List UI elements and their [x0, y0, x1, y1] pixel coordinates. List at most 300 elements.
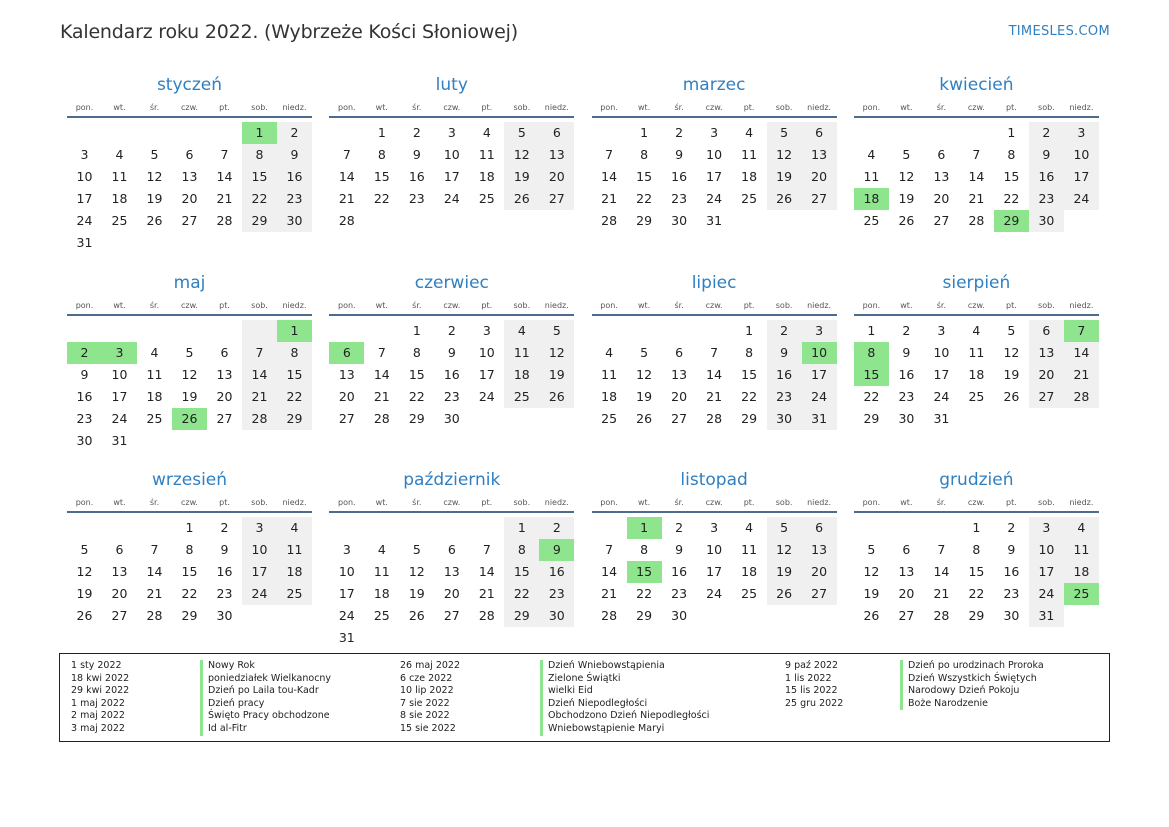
- day-cell: 19: [863, 586, 880, 601]
- day-cell: 31: [1029, 605, 1064, 627]
- day-cell: 29: [863, 410, 880, 426]
- empty-day-cell: [994, 408, 1029, 430]
- week-row: [592, 188, 837, 210]
- day-cell: 2: [1029, 122, 1064, 144]
- day-cell: 7: [605, 147, 614, 162]
- week-row: [592, 605, 837, 627]
- empty-day-cell: [539, 408, 574, 430]
- day-cell: 12: [408, 564, 425, 579]
- day-cell: 24: [338, 608, 355, 623]
- day-cell: 1: [377, 125, 386, 140]
- day-cell: 7: [150, 542, 159, 557]
- legend-date: 3 maj 2022: [71, 722, 125, 734]
- day-cell: 13: [1029, 342, 1064, 364]
- month-name: czerwiec: [414, 272, 489, 293]
- day-cell: 1: [1007, 125, 1016, 140]
- week-row: [67, 539, 312, 561]
- day-cell: 5: [539, 320, 574, 342]
- holiday-day-cell: 1: [277, 320, 312, 342]
- day-cell: 8: [640, 147, 649, 162]
- day-cell: 16: [277, 166, 312, 188]
- day-cell: 6: [220, 344, 229, 360]
- weekday-label: śr.: [149, 498, 160, 507]
- day-cell: 1: [504, 517, 539, 539]
- empty-day-cell: [242, 232, 277, 254]
- empty-day-cell: [329, 122, 364, 144]
- month-name: kwiecień: [939, 75, 1014, 95]
- empty-day-cell: [329, 517, 364, 539]
- week-row: [329, 320, 574, 342]
- day-cell: 2: [447, 322, 456, 338]
- weekday-label: śr.: [412, 103, 422, 112]
- weekday-label: pon.: [75, 498, 94, 507]
- day-cell: 19: [76, 586, 93, 601]
- day-cell: 12: [539, 342, 574, 364]
- day-cell: 13: [338, 366, 355, 382]
- day-cell: 10: [1064, 144, 1099, 166]
- legend-holiday-name: Dzień Wszystkich Świętych: [900, 673, 1044, 686]
- day-cell: 29: [277, 408, 312, 430]
- day-cell: 14: [242, 364, 277, 386]
- day-cell: 6: [937, 147, 946, 162]
- day-cell: 7: [342, 147, 351, 162]
- day-cell: 7: [242, 342, 277, 364]
- day-cell: 5: [185, 344, 194, 360]
- weekday-label: wt.: [900, 498, 913, 507]
- week-row: [592, 364, 837, 386]
- day-cell: 14: [601, 169, 618, 184]
- week-row: [854, 539, 1099, 561]
- day-cell: 28: [1064, 386, 1099, 408]
- day-cell: 26: [863, 608, 880, 623]
- day-cell: 8: [412, 344, 421, 360]
- day-cell: 26: [1003, 388, 1020, 404]
- weekday-label: pon.: [338, 103, 356, 112]
- empty-day-cell: [137, 517, 172, 539]
- day-cell: 25: [146, 410, 163, 426]
- day-cell: 8: [1007, 147, 1016, 162]
- weekday-label: pon.: [862, 300, 881, 310]
- day-cell: 5: [640, 344, 649, 360]
- month-name: październik: [403, 470, 501, 490]
- month-name: grudzień: [939, 470, 1014, 490]
- day-cell: 14: [706, 366, 723, 382]
- weekday-label: wt.: [375, 498, 388, 507]
- day-cell: 9: [675, 542, 684, 557]
- empty-day-cell: [1064, 408, 1099, 430]
- day-cell: 15: [968, 564, 985, 579]
- weekday-label: śr.: [936, 498, 947, 507]
- week-row: [854, 342, 1099, 364]
- day-cell: 25: [373, 608, 390, 623]
- weekday-label: sob.: [1038, 498, 1055, 507]
- day-cell: 9: [80, 366, 89, 382]
- holiday-day-cell: 6: [329, 342, 364, 364]
- weekday-label: wt.: [375, 300, 388, 310]
- day-cell: 4: [482, 125, 491, 140]
- day-cell: 27: [802, 583, 837, 605]
- weekday-label: wt.: [637, 300, 651, 310]
- day-cell: 30: [277, 210, 312, 232]
- day-cell: 18: [111, 191, 128, 206]
- legend-date: 10 lip 2022: [400, 685, 454, 697]
- day-cell: 19: [539, 364, 574, 386]
- day-cell: 2: [539, 517, 574, 539]
- day-cell: 20: [898, 586, 915, 601]
- weekday-label: pon.: [600, 300, 618, 310]
- week-row: [329, 144, 574, 166]
- holiday-legend: [59, 653, 1110, 742]
- weekday-label: sob.: [251, 300, 268, 310]
- day-cell: 25: [863, 213, 880, 228]
- week-row: [592, 166, 837, 188]
- day-cell: 6: [539, 122, 574, 144]
- day-cell: 14: [601, 564, 618, 579]
- day-cell: 24: [242, 583, 277, 605]
- day-cell: 25: [111, 213, 128, 228]
- day-cell: 26: [408, 608, 425, 623]
- day-cell: 3: [342, 542, 351, 557]
- weekday-label: pt.: [1006, 300, 1017, 310]
- empty-day-cell: [434, 627, 469, 649]
- weekday-label: czw.: [705, 103, 723, 112]
- day-cell: 18: [373, 586, 390, 601]
- week-row: [329, 364, 574, 386]
- day-cell: 29: [242, 210, 277, 232]
- legend-holiday-name: poniedziałek Wielkanocny: [200, 673, 331, 686]
- legend-date: 7 sie 2022: [400, 697, 450, 709]
- month-calendar: [329, 272, 574, 470]
- day-cell: 12: [636, 366, 653, 382]
- day-cell: 10: [338, 564, 355, 579]
- empty-day-cell: [469, 408, 504, 430]
- day-cell: 3: [937, 322, 946, 338]
- weekday-label: czw.: [705, 498, 723, 507]
- day-cell: 7: [605, 542, 614, 557]
- week-row: [67, 517, 312, 539]
- day-cell: 30: [1003, 608, 1020, 623]
- weekday-label: wt.: [113, 498, 126, 507]
- day-cell: 13: [671, 366, 688, 382]
- week-row: [329, 605, 574, 627]
- day-cell: 31: [338, 630, 355, 645]
- day-cell: 24: [443, 191, 460, 206]
- day-cell: 30: [898, 410, 915, 426]
- day-cell: 5: [902, 147, 911, 162]
- page-title: Kalendarz roku 2022. (Wybrzeże Kości Słoniowej): [60, 21, 518, 43]
- week-row: [67, 320, 312, 342]
- day-cell: 23: [277, 188, 312, 210]
- day-cell: 7: [377, 344, 386, 360]
- weekday-header: [67, 300, 312, 316]
- day-cell: 18: [478, 169, 495, 184]
- weekday-label: pon.: [862, 498, 881, 507]
- day-cell: 10: [76, 169, 93, 184]
- legend-holiday-name: Wniebowstąpienie Maryi: [540, 723, 709, 736]
- day-cell: 22: [968, 586, 985, 601]
- week-row: [67, 210, 312, 232]
- weekday-label: sob.: [1038, 300, 1055, 310]
- day-cell: 15: [277, 364, 312, 386]
- weekday-label: śr.: [149, 300, 160, 310]
- legend-dates-column: [400, 660, 460, 736]
- day-cell: 24: [478, 388, 495, 404]
- weekday-label: wt.: [375, 103, 388, 112]
- week-row: [592, 408, 837, 430]
- holiday-day-cell: 2: [67, 342, 102, 364]
- day-cell: 20: [443, 586, 460, 601]
- day-cell: 27: [933, 213, 950, 228]
- weekday-label: niedz.: [544, 498, 569, 507]
- day-cell: 14: [146, 564, 163, 579]
- day-cell: 3: [447, 125, 456, 140]
- day-cell: 21: [706, 388, 723, 404]
- legend-holiday-name: Dzień Niepodległości: [540, 698, 709, 711]
- weekday-label: sob.: [513, 103, 531, 112]
- day-cell: 4: [377, 542, 386, 557]
- day-cell: 4: [745, 125, 754, 140]
- month-calendar: [592, 74, 837, 272]
- empty-day-cell: [329, 320, 364, 342]
- month-calendar: [67, 74, 312, 272]
- empty-day-cell: [959, 408, 994, 430]
- day-cell: 6: [675, 344, 684, 360]
- week-row: [854, 320, 1099, 342]
- week-row: [854, 188, 1099, 210]
- day-cell: 5: [80, 542, 89, 557]
- week-row: [592, 342, 837, 364]
- weekday-label: pt.: [219, 300, 230, 310]
- day-cell: 3: [1029, 517, 1064, 539]
- legend-dates-column: [71, 660, 129, 736]
- holiday-day-cell: 18: [854, 188, 889, 210]
- day-cell: 25: [277, 583, 312, 605]
- day-cell: 24: [1029, 583, 1064, 605]
- day-cell: 9: [277, 144, 312, 166]
- week-row: [67, 561, 312, 583]
- month-calendar: [592, 272, 837, 470]
- day-cell: 27: [539, 188, 574, 210]
- day-cell: 16: [408, 169, 425, 184]
- day-cell: 21: [968, 191, 985, 206]
- day-cell: 17: [802, 364, 837, 386]
- day-cell: 27: [216, 410, 233, 426]
- day-cell: 11: [968, 344, 985, 360]
- day-cell: 3: [1064, 122, 1099, 144]
- month-calendar: [592, 469, 837, 667]
- day-cell: 22: [373, 191, 390, 206]
- day-cell: 24: [1064, 188, 1099, 210]
- day-cell: 14: [933, 564, 950, 579]
- weekday-label: niedz.: [544, 103, 569, 112]
- day-cell: 30: [539, 605, 574, 627]
- day-cell: 12: [146, 169, 163, 184]
- day-cell: 25: [601, 410, 618, 426]
- day-cell: 16: [767, 364, 802, 386]
- legend-holiday-name: Zielone Świątki: [540, 673, 709, 686]
- day-cell: 9: [447, 344, 456, 360]
- day-cell: 9: [412, 147, 421, 162]
- months-grid: [67, 74, 1102, 667]
- day-cell: 29: [741, 410, 758, 426]
- holiday-day-cell: 15: [627, 561, 662, 583]
- weekday-label: niedz.: [1069, 498, 1094, 507]
- weekday-label: pt.: [219, 498, 230, 507]
- empty-day-cell: [277, 430, 312, 452]
- day-cell: 30: [443, 410, 460, 426]
- day-cell: 5: [504, 122, 539, 144]
- day-cell: 30: [216, 608, 233, 623]
- empty-day-cell: [767, 605, 802, 627]
- day-cell: 11: [863, 169, 880, 184]
- legend-names-column: [540, 660, 709, 736]
- empty-day-cell: [627, 320, 662, 342]
- weekday-label: pon.: [338, 300, 356, 310]
- day-cell: 30: [671, 213, 688, 228]
- day-cell: 20: [111, 586, 128, 601]
- day-cell: 12: [504, 144, 539, 166]
- day-cell: 12: [863, 564, 880, 579]
- day-cell: 22: [504, 583, 539, 605]
- day-cell: 11: [741, 147, 758, 162]
- week-row: [854, 386, 1099, 408]
- weekday-header: [67, 102, 312, 118]
- weekday-label: sob.: [1038, 103, 1055, 112]
- day-cell: 1: [412, 322, 421, 338]
- day-cell: 2: [1007, 520, 1016, 535]
- empty-day-cell: [469, 210, 504, 232]
- day-cell: 25: [478, 191, 495, 206]
- empty-day-cell: [1029, 408, 1064, 430]
- day-cell: 25: [968, 388, 985, 404]
- legend-dates-column: [785, 660, 843, 710]
- day-cell: 19: [408, 586, 425, 601]
- week-row: [67, 364, 312, 386]
- day-cell: 17: [242, 561, 277, 583]
- week-row: [67, 605, 312, 627]
- brand-link[interactable]: TIMESLES.COM: [1008, 24, 1110, 39]
- holiday-day-cell: 3: [102, 342, 137, 364]
- day-cell: 3: [482, 322, 491, 338]
- month-name: maj: [173, 272, 206, 293]
- weekday-label: sob.: [513, 498, 531, 507]
- month-name: wrzesień: [151, 470, 228, 490]
- week-row: [329, 188, 574, 210]
- day-cell: 1: [972, 520, 981, 535]
- day-cell: 28: [373, 410, 390, 426]
- empty-day-cell: [504, 408, 539, 430]
- legend-date: 1 maj 2022: [71, 697, 125, 709]
- holiday-day-cell: 15: [854, 364, 889, 386]
- week-row: [67, 583, 312, 605]
- day-cell: 22: [741, 388, 758, 404]
- holiday-day-cell: 25: [1064, 583, 1099, 605]
- weekday-label: śr.: [936, 103, 947, 112]
- day-cell: 21: [242, 386, 277, 408]
- day-cell: 9: [1029, 144, 1064, 166]
- week-row: [329, 342, 574, 364]
- day-cell: 10: [706, 542, 723, 557]
- day-cell: 13: [539, 144, 574, 166]
- month-calendar: [854, 74, 1099, 272]
- day-cell: 16: [671, 169, 688, 184]
- day-cell: 17: [76, 191, 93, 206]
- day-cell: 11: [373, 564, 390, 579]
- day-cell: 5: [150, 147, 159, 162]
- empty-day-cell: [364, 210, 399, 232]
- day-cell: 13: [443, 564, 460, 579]
- day-cell: 28: [146, 608, 163, 623]
- weekday-label: niedz.: [282, 498, 307, 507]
- weekday-label: pt.: [481, 300, 493, 310]
- weekday-label: niedz.: [807, 498, 832, 507]
- weekday-label: pt.: [743, 103, 755, 112]
- day-cell: 4: [605, 344, 614, 360]
- weekday-label: śr.: [674, 103, 684, 112]
- day-cell: 18: [741, 169, 758, 184]
- empty-day-cell: [539, 210, 574, 232]
- day-cell: 27: [898, 608, 915, 623]
- empty-day-cell: [767, 210, 802, 232]
- day-cell: 6: [115, 542, 124, 557]
- weekday-label: pt.: [743, 498, 755, 507]
- weekday-label: pon.: [75, 300, 94, 310]
- week-row: [329, 408, 574, 430]
- empty-day-cell: [854, 517, 889, 539]
- empty-day-cell: [924, 122, 959, 144]
- day-cell: 5: [867, 542, 876, 557]
- day-cell: 2: [412, 125, 421, 140]
- holiday-day-cell: 26: [172, 408, 207, 430]
- weekday-label: sob.: [513, 300, 531, 310]
- day-cell: 29: [968, 608, 985, 623]
- day-cell: 3: [710, 520, 719, 535]
- weekday-label: niedz.: [807, 103, 832, 112]
- day-cell: 23: [1029, 188, 1064, 210]
- day-cell: 23: [898, 388, 915, 404]
- day-cell: 21: [338, 191, 355, 206]
- empty-day-cell: [364, 627, 399, 649]
- empty-day-cell: [504, 210, 539, 232]
- month-calendar: [329, 469, 574, 667]
- day-cell: 29: [181, 608, 198, 623]
- week-row: [67, 122, 312, 144]
- day-cell: 17: [706, 564, 723, 579]
- empty-day-cell: [539, 627, 574, 649]
- day-cell: 17: [933, 366, 950, 382]
- empty-day-cell: [242, 430, 277, 452]
- day-cell: 28: [968, 213, 985, 228]
- weekday-label: pt.: [1006, 103, 1017, 112]
- day-cell: 26: [898, 213, 915, 228]
- day-cell: 18: [601, 388, 618, 404]
- day-cell: 18: [504, 364, 539, 386]
- weekday-label: wt.: [900, 103, 913, 112]
- empty-day-cell: [242, 320, 277, 342]
- day-cell: 23: [216, 586, 233, 601]
- empty-day-cell: [137, 122, 172, 144]
- legend-date: 18 kwi 2022: [71, 672, 130, 684]
- day-cell: 2: [767, 320, 802, 342]
- day-cell: 15: [242, 166, 277, 188]
- day-cell: 19: [146, 191, 163, 206]
- day-cell: 10: [443, 147, 460, 162]
- empty-day-cell: [102, 517, 137, 539]
- day-cell: 4: [504, 320, 539, 342]
- day-cell: 2: [675, 125, 684, 140]
- empty-day-cell: [102, 122, 137, 144]
- day-cell: 27: [1029, 386, 1064, 408]
